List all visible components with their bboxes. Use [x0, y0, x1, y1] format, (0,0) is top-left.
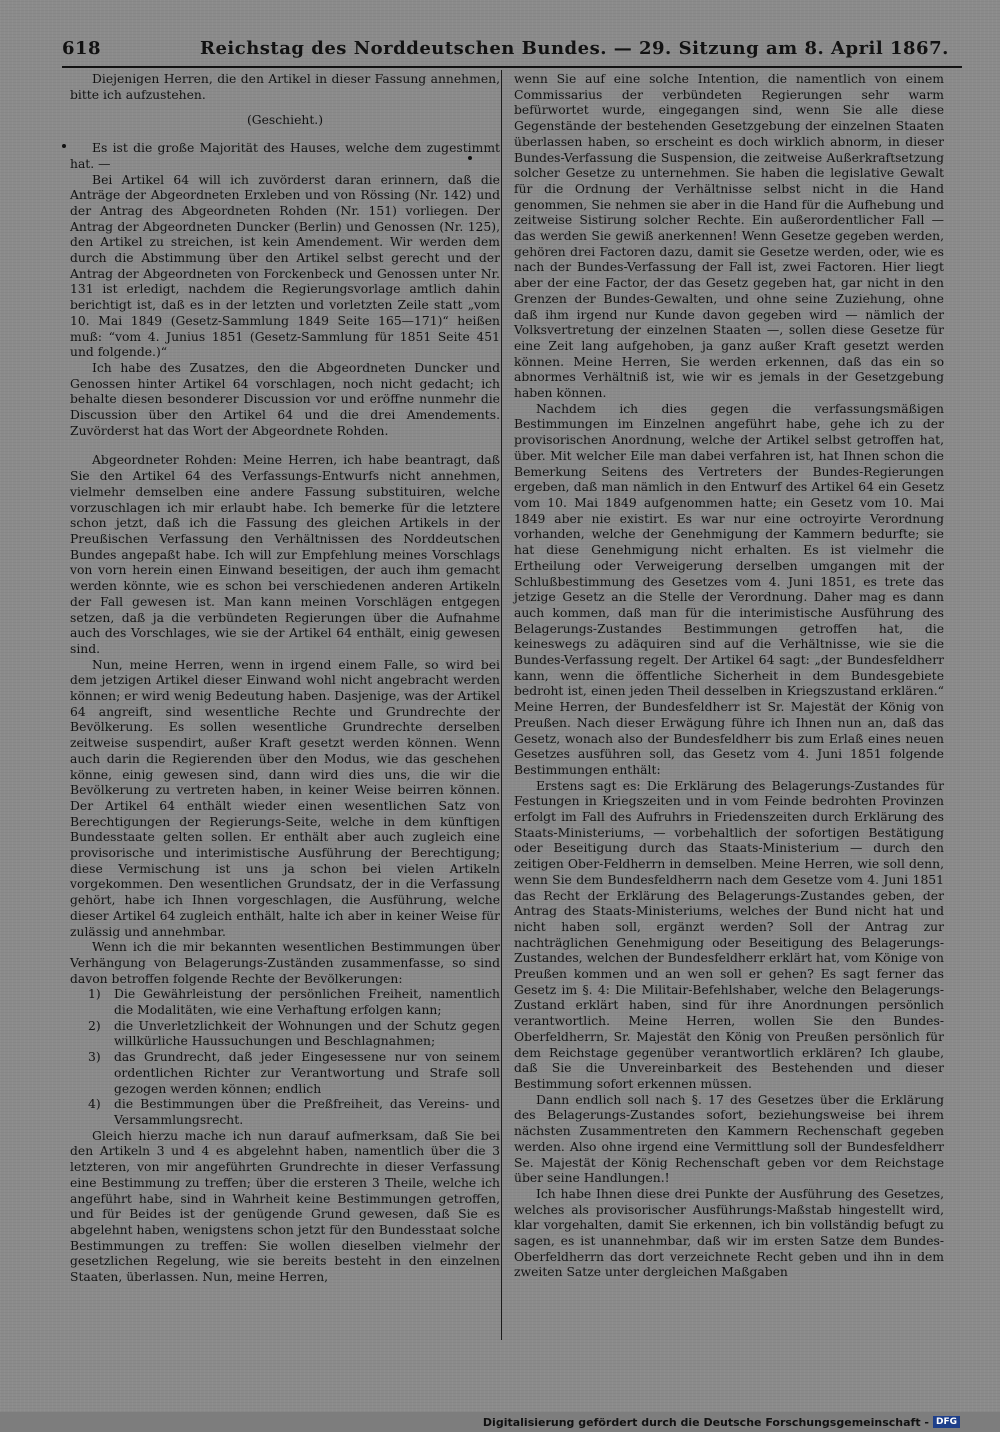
list-number: 4) [88, 1097, 101, 1112]
paragraph: Ich habe des Zusatzes, den die Abgeordneten Duncker und Genossen hinter Artikel 64 vorschlagen, noch nicht gedacht; ich behalte diesen besonderer Discussion vor und eröffne nunmehr die Discussion über den Artikel 64 und die drei Amendements. Zuvörderst hat das Wort der Abgeordnete Rohden. [70, 360, 500, 438]
paragraph: Erstens sagt es: Die Erklärung des Belagerungs-Zustandes für Festungen in Kriegszeiten und in vom Feinde bedrohten Provinzen erfolgt im Fall des Aufruhrs in Friedenszeiten durch Erklärung des Staats-Ministeriums, — vorbehaltlich der sofortigen Bestätigung oder Beseitigung durch das Staats-Ministerium — durch den zeitigen Ober-Feldherrn in demselben. Meine Herren, wie soll denn, wenn Sie dem Bundesfeldherrn nach dem Gesetze vom 4. Juni 1851 das Recht der Erklärung des Belagerungs-Zustandes geben, der Antrag des Staats-Ministeriums, welches der Bund nicht hat und nicht haben soll, ergänzt werden? Soll der Antrag zur nachträglichen Genehmigung oder Beseitigung des Belagerungs-Zustandes, welchen der Bundesfeldherr erklärt hat, vom Könige von Preußen kommen und an wen soll er gehen? Es sagt ferner das Gesetz im §. 4: Die Militair-Befehlshaber, welche den Belagerungs-Zustand erklärt haben, sind für ihre Anordnungen persönlich verantwortlich. Meine Herren, wollen Sie den Bundes-Oberfeldherrn, Sr. Majestät den König von Preußen persönlich für dem Reichstage gegenüber verantwortlich erklären? Ich glaube, daß Sie die Unvereinbarkeit des Bestehenden und dieser Bestimmung sofort erkennen müssen. [514, 778, 944, 1091]
paragraph: Wenn ich die mir bekannten wesentlichen Bestimmungen über Verhängung von Belagerungs-Zuständen zusammenfasse, so sind davon betroffen folgende Rechte der Bevölkerungen: [70, 940, 500, 986]
paragraph: wenn Sie auf eine solche Intention, die namentlich von einem Commissarius der verbündeten Regierungen sehr warm befürwortet wurde, eingegangen sind, wenn Sie alle diese Gegenstände der bestehenden Gesetzgebung der einzelnen Staaten überlassen haben, so erscheint es doch wirklich abnorm, in dieser Bundes-Verfassung die Suspension, die zeitweise Außerkraftsetzung solcher Gesetze zu unternehmen. Sie haben die legislative Gewalt für die Ordnung der Verhältnisse selbst nicht in die Hand genommen, Sie nehmen sie aber in die Hand für die Aufhebung und zeitweise Sistirung solcher Rechte. Ein außerordentlicher Fall — das werden Sie gewiß anerkennen! Wenn Gesetze gegeben werden, gehören drei Factoren dazu, damit sie Gesetze werden, oder, wie es nach der Bundes-Verfassung der Fall ist, zwei Factoren. Hier liegt aber der eine Factor, der das Gesetz gegeben hat, gar nicht in den Grenzen der Bundes-Gewalten, und ohne seine Zuziehung, ohne daß ihm irgend nur Kunde davon gegeben wird — nämlich der Volksvertretung der einzelnen Staaten —, sollen diese Gesetze für eine Zeit lang aufgehoben, ja ganz außer Kraft gesetzt werden können. Meine Herren, Sie werden erkennen, daß das ein so abnormes Verhältniß ist, wie wir es jemals in der Gesetzgebung haben können. [514, 72, 944, 401]
list-number: 1) [88, 987, 101, 1002]
list-item [88, 1050, 500, 1097]
ink-speck [62, 144, 66, 148]
stage-direction: (Geschieht.) [246, 113, 324, 128]
list-text: die Bestimmungen über die Preßfreiheit, das Vereins- und Versammlungsrecht. [114, 1097, 500, 1127]
column-divider [501, 70, 502, 1340]
right-column [514, 72, 944, 1281]
dfg-logo: DFG [933, 1416, 960, 1428]
paragraph: Nachdem ich dies gegen die verfassungsmäßigen Bestimmungen im Einzelnen angeführt habe, gehe ich zu der provisorischen Anordnung, welche der Artikel selbst getroffen hat, über. Mit welcher Eile man dabei verfahren ist, hat Ihnen schon die Bemerkung Seitens des Vertreters der Bundes-Regierungen ergeben, daß man nämlich in den Entwurf des Artikel 64 ein Gesetz vom 10. Mai 1849 aufgenommen hatte; ein Gesetz vom 10. Mai 1849 aber nie existirt. Es war nur eine octroyirte Verordnung vorhanden, welche der Genehmigung der Kammern bedurfte; sie hat diese Genehmigung nicht erhalten. Es ist vielmehr die Ertheilung oder Verweigerung derselben umgangen mit der Schlußbestimmung des Gesetzes vom 4. Juni 1851, es trete das jetzige Gesetz an die Stelle der Verordnung. Daher mag es dann auch kommen, daß man für die interimistische Ausführung des Belagerungs-Zustandes Bestimmungen getroffen hat, die keineswegs zu adäquiren sind auf die Verhältnisse, wie sie die Bundes-Verfassung regelt. Der Artikel 64 sagt: „der Bundesfeldherr kann, wenn die öffentliche Sicherheit in dem Bundesgebiete bedroht ist, einen jeden Theil desselben in Kriegszustand erklären.“ Meine Herren, der Bundesfeldherr ist Sr. Majestät der König von Preußen. Nach dieser Erwägung führe ich Ihnen nun an, daß das Gesetz, wonach also der Bundesfeldherr bis zum Erlaß eines neuen Gesetzes ausführen soll, das Gesetz vom 4. Juni 1851 folgende Bestimmungen enthält: [514, 401, 944, 777]
paragraph: Ich habe Ihnen diese drei Punkte der Ausführung des Gesetzes, welches als provisorischer Ausführungs-Maßstab hingestellt wird, klar vorgehalten, damit Sie erkennen, ich bin vollständig befugt zu sagen, es ist unannehmbar, daß wir im ersten Satze dem Bundes-Oberfeldherrn das dort verzeichnete Recht geben und ihn in dem zweiten Satze unter dergleichen Maßgaben [514, 1186, 944, 1280]
paragraph: Es ist die große Majorität des Hauses, welche dem zugestimmt hat. — [70, 141, 500, 171]
page-header [62, 36, 962, 64]
paragraph: Bei Artikel 64 will ich zuvörderst daran erinnern, daß die Anträge der Abgeordneten Erxleben und von Rössing (Nr. 142) und der Antrag des Abgeordneten Rohden (Nr. 151) vorliegen. Der Antrag der Abgeordneten Duncker (Berlin) und Genossen (Nr. 125), den Artikel zu streichen, ist kein Amendement. Wir werden dem durch die Abstimmung über den Artikel selbst gerecht und der Antrag der Abgeordneten von Forckenbeck und Genossen unter Nr. 131 ist erledigt, nachdem die Regierungsvorlage amtlich dahin berichtigt ist, daß es in der letzten und vorletzten Zeile statt „vom 10. Mai 1849 (Gesetz-Sammlung 1849 Seite 165—171)“ heißen muß: “vom 4. Junius 1851 (Gesetz-Sammlung für 1851 Seite 451 und folgende.)“ [70, 172, 500, 360]
list-item [88, 1097, 500, 1128]
list-item [88, 987, 500, 1018]
speech-paragraph: Abgeordneter Rohden: Meine Herren, ich habe beantragt, daß Sie den Artikel 64 des Verfassungs-Entwurfs nicht annehmen, vielmehr demselben eine andere Fassung substituiren, welche vorzuschlagen ich mir erlaubt habe. Ich bemerke für die letztere schon jetzt, daß ich die Fassung des gleichen Artikels in der Preußischen Verfassung den Verhältnissen des Norddeutschen Bundes angepaßt habe. Ich will zur Empfehlung meines Vorschlags von vorn herein einen Einwand beseitigen, der auch ihm gemacht werden könnte, wie es schon bei verschiedenen anderen Artikeln der Fall gewesen ist. Man kann meinen Vorschlägen entgegen setzen, daß ja die verbündeten Regierungen über die Aufnahme auch des Vorschlages, wie sie der Artikel 64 enthält, einig gewesen sind. [70, 453, 500, 656]
header-rule [62, 66, 962, 68]
list-number: 2) [88, 1018, 101, 1033]
page-number: 618 [62, 38, 102, 59]
paragraph: Diejenigen Herren, die den Artikel in dieser Fassung annehmen, bitte ich aufzustehen. [70, 72, 500, 102]
digitization-credit [483, 1414, 960, 1430]
paragraph: Nun, meine Herren, wenn in irgend einem Falle, so wird bei dem jetzigen Artikel dieser Einwand wohl nicht angebracht werden können; er wird wenig Bedeutung haben. Dasjenige, was der Artikel 64 angreift, sind wesentliche Rechte und Grundrechte der Bevölkerung. Es sollen wesentliche Grundrechte derselben zeitweise suspendirt, außer Kraft gesetzt werden können. Wenn auch darin die Regierenden über den Modus, wie das geschehen könne, einig gewesen sind, dann wird dies uns, die wir die Bevölkerung zu vertreten haben, in keiner Weise beirren können. Der Artikel 64 enthält wieder einen wesentlichen Satz von Berechtigungen der Regierungs-Seite, welche in dem künftigen Bundesstaate gelten sollen. Er enthält aber auch zugleich eine provisorische und interimistische Ausführung der Berechtigung; diese Vermischung ist uns ja schon bei vielen Artikeln vorgekommen. Den wesentlichen Grundsatz, der in die Verfassung gehört, habe ich Ihnen vorgeschlagen, die Ausführung, welche dieser Artikel 64 zugleich enthält, halte ich aber in keiner Weise für zulässig und annehmbar. [70, 657, 500, 939]
paragraph: Gleich hierzu mache ich nun darauf aufmerksam, daß Sie bei den Artikeln 3 und 4 es abgelehnt haben, namentlich über die 3 letzteren, von mir angeführten Grundrechte in dieser Verfassung eine Bestimmung zu treffen; über die ersteren 3 Theile, welche ich angeführt habe, sind in Wahrheit keine Bestimmungen getroffen, und für Beides ist der genügende Grund gewesen, daß Sie es abgelehnt haben, wenigstens schon jetzt für den Bundesstaat solche Bestimmungen zu treffen: Sie wollen dieselben vielmehr der gesetzlichen Regelung, wie sie bereits besteht in den einzelnen Staaten, überlassen. Nun, meine Herren, [70, 1128, 500, 1285]
list-item [88, 1018, 500, 1050]
list-text: Die Gewährleistung der persönlichen Freiheit, namentlich die Modalitäten, wie eine Verhaftung erfolgen kann; [114, 987, 500, 1018]
ink-speck [468, 156, 472, 160]
list-text: das Grundrecht, daß jeder Eingesessene nur von seinem ordentlichen Richter zur Verantwortung und Strafe soll gezogen werden können; endlich [114, 1050, 500, 1096]
list-number: 3) [88, 1050, 101, 1065]
list-text: die Unverletzlichkeit der Wohnungen und der Schutz gegen willkürliche Haussuchungen und Beschlagnahmen; [114, 1018, 500, 1049]
credit-text: Digitalisierung gefördert durch die Deutsche Forschungsgemeinschaft - [482, 1415, 929, 1429]
running-title: Reichstag des Norddeutschen Bundes. — 29. Sitzung am 8. April 1867. [200, 38, 949, 59]
rights-list [70, 987, 500, 1128]
paragraph: Dann endlich soll nach §. 17 des Gesetzes über die Erklärung des Belagerungs-Zustandes sofort, beziehungsweise bei ihrem nächsten Zusammentreten den Kammern Rechenschaft gegeben werden. Also ohne irgend eine Vermittlung soll der Bundesfeldherr Se. Majestät der König Rechenschaft geben vor dem Reichstage über seine Handlungen.! [514, 1092, 944, 1186]
left-column [70, 72, 500, 1286]
